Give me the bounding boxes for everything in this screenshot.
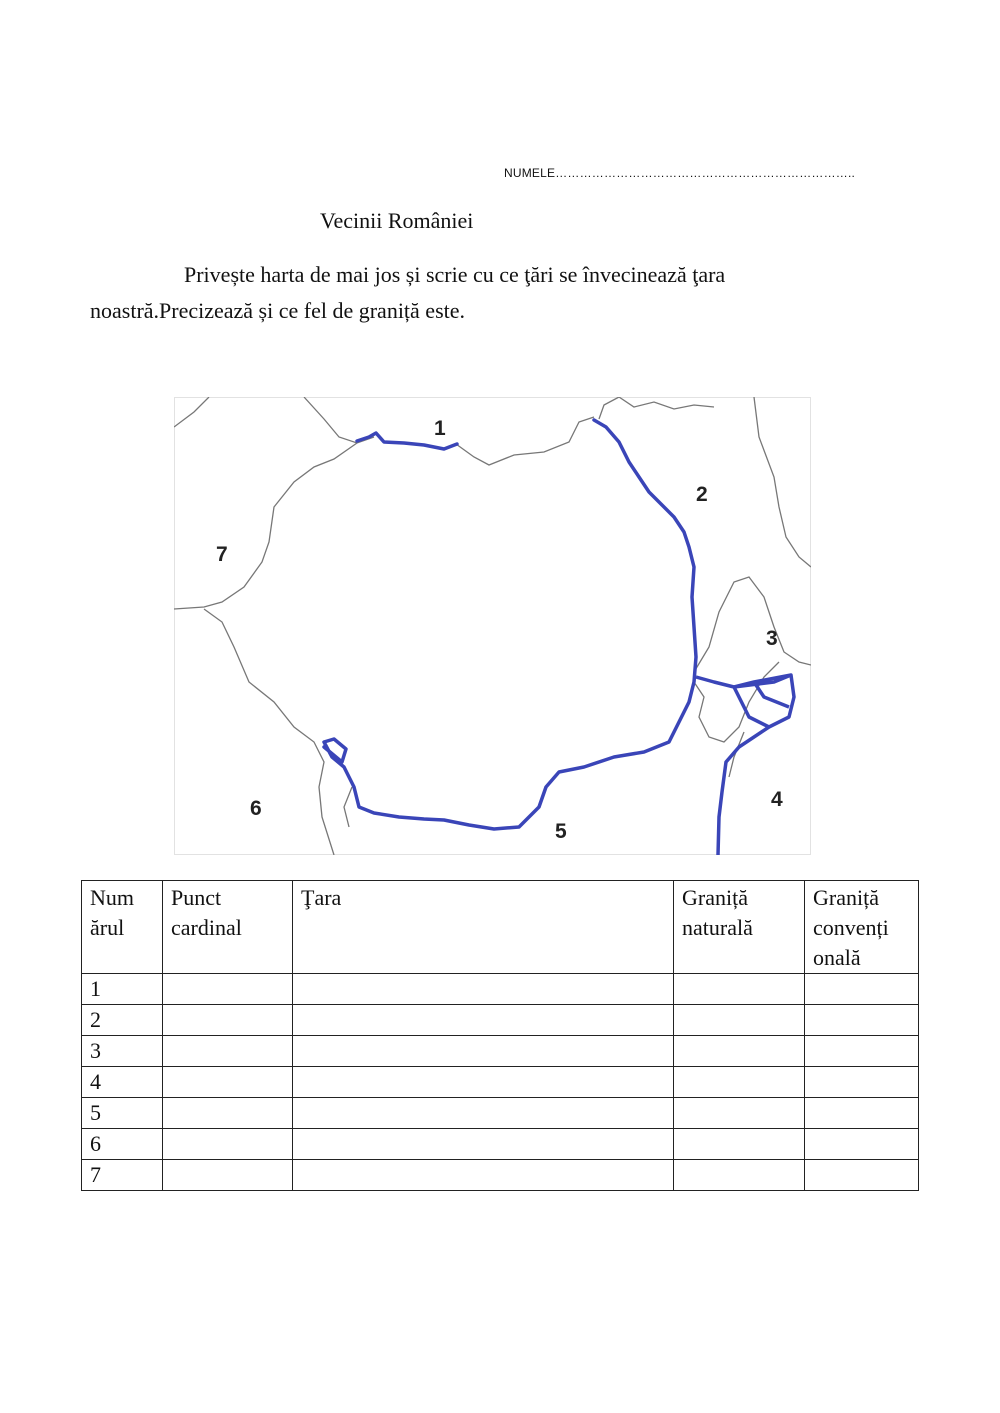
col-header-number: Num ărul bbox=[82, 881, 163, 974]
country-cell[interactable] bbox=[293, 1160, 674, 1191]
map-label-2: 2 bbox=[696, 483, 708, 506]
instructions bbox=[90, 257, 870, 329]
country-cell[interactable] bbox=[293, 974, 674, 1005]
natural-cell[interactable] bbox=[674, 1036, 805, 1067]
natural-cell[interactable] bbox=[674, 1160, 805, 1191]
name-field[interactable]: NUMELE……………………………………………………………….. bbox=[504, 166, 856, 180]
map-label-1: 1 bbox=[434, 417, 446, 440]
country-cell[interactable] bbox=[293, 1129, 674, 1160]
page-title: Vecinii României bbox=[320, 208, 474, 233]
table-row bbox=[82, 1160, 919, 1191]
row-number: 6 bbox=[82, 1129, 163, 1160]
cardinal-cell[interactable] bbox=[163, 1129, 293, 1160]
conventional-cell[interactable] bbox=[805, 1005, 919, 1036]
country-cell[interactable] bbox=[293, 1005, 674, 1036]
table-row bbox=[82, 1067, 919, 1098]
table-row bbox=[82, 1129, 919, 1160]
col-header-conventional: Graniță convenți onală bbox=[805, 881, 919, 974]
table-row bbox=[82, 1036, 919, 1067]
map-label-4: 4 bbox=[771, 788, 783, 811]
conventional-cell[interactable] bbox=[805, 1160, 919, 1191]
table-row bbox=[82, 1005, 919, 1036]
cardinal-cell[interactable] bbox=[163, 974, 293, 1005]
col-header-natural: Graniță naturală bbox=[674, 881, 805, 974]
row-number: 1 bbox=[82, 974, 163, 1005]
natural-cell[interactable] bbox=[674, 1129, 805, 1160]
natural-cell[interactable] bbox=[674, 1067, 805, 1098]
conventional-cell[interactable] bbox=[805, 1129, 919, 1160]
row-number: 5 bbox=[82, 1098, 163, 1129]
conventional-cell[interactable] bbox=[805, 974, 919, 1005]
border-line-northwest bbox=[174, 397, 209, 427]
border-line-serbia-bulgaria bbox=[344, 787, 352, 827]
map-label-6: 6 bbox=[250, 797, 262, 820]
border-line-west-upper bbox=[174, 443, 357, 609]
neighbor-borders bbox=[174, 397, 811, 855]
cardinal-cell[interactable] bbox=[163, 1036, 293, 1067]
country-cell[interactable] bbox=[293, 1067, 674, 1098]
row-number: 4 bbox=[82, 1067, 163, 1098]
natural-cell[interactable] bbox=[674, 1098, 805, 1129]
cardinal-cell[interactable] bbox=[163, 1160, 293, 1191]
col-header-cardinal: Punct cardinal bbox=[163, 881, 293, 974]
map-label-3: 3 bbox=[766, 627, 778, 650]
natural-cell[interactable] bbox=[674, 974, 805, 1005]
table-row bbox=[82, 974, 919, 1005]
map-label-7: 7 bbox=[216, 543, 228, 566]
table-row bbox=[82, 1098, 919, 1129]
map-image bbox=[174, 397, 811, 855]
border-line-ukraine-north bbox=[599, 397, 714, 419]
country-cell[interactable] bbox=[293, 1036, 674, 1067]
border-line-moldova-south bbox=[694, 577, 811, 672]
romania-border bbox=[324, 420, 696, 829]
table-header-row bbox=[82, 881, 919, 974]
country-cell[interactable] bbox=[293, 1098, 674, 1129]
conventional-cell[interactable] bbox=[805, 1067, 919, 1098]
natural-cell[interactable] bbox=[674, 1005, 805, 1036]
conventional-cell[interactable] bbox=[805, 1036, 919, 1067]
cardinal-cell[interactable] bbox=[163, 1098, 293, 1129]
border-line-north-west-arc bbox=[304, 397, 374, 443]
row-number: 7 bbox=[82, 1160, 163, 1191]
neighbors-table bbox=[81, 880, 919, 1191]
cardinal-cell[interactable] bbox=[163, 1067, 293, 1098]
border-line-north-east bbox=[456, 417, 594, 465]
row-number: 2 bbox=[82, 1005, 163, 1036]
conventional-cell[interactable] bbox=[805, 1098, 919, 1129]
delta-border bbox=[696, 675, 794, 855]
instructions-text: Privește harta de mai jos și scrie cu ce ţări se învecinează ţara noastră.Precizează și ce fel de graniță este. bbox=[90, 262, 726, 323]
col-header-country: Ţara bbox=[293, 881, 674, 974]
row-number: 3 bbox=[82, 1036, 163, 1067]
border-line-serbia-north bbox=[204, 609, 334, 855]
map-label-5: 5 bbox=[555, 820, 567, 843]
border-line-moldova-east bbox=[754, 397, 811, 567]
cardinal-cell[interactable] bbox=[163, 1005, 293, 1036]
map-svg bbox=[174, 397, 811, 855]
